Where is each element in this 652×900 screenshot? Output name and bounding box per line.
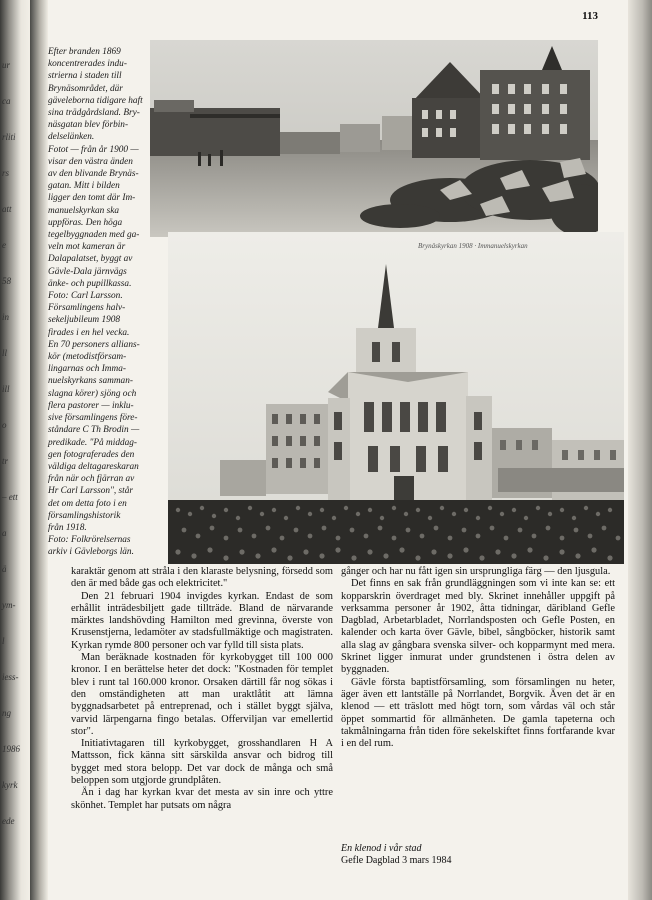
caption-line: firades i en hel vecka. [48,327,130,338]
caption-line: gatan. Mitt i bilden [48,181,120,192]
page-number: 113 [582,10,598,22]
photo-caption [48,46,153,559]
caption-line: flera pastorer — inklu- [48,400,134,411]
caption-line: Dalapalatset, byggt av [48,254,133,265]
caption-line: predikade. "På middag- [48,437,138,448]
caption-line: Brynäsområdet, där [48,83,123,94]
caption-line: väldiga deltagareskaran [48,461,139,472]
caption-line: gen fotograferades den [48,449,135,460]
previous-page-fragment: ll [2,348,8,358]
article-paragraph: Initiativtagaren till kyrkobygget, grosshandlaren H A Mattsson, fick känna sitt särskilda ansvar och bidrog till bygget med stora belopp. Det var dock de många och små beloppen som utgjorde grundplåten. [71,738,333,787]
article-source [341,843,452,867]
caption-line: kör (metodistförsam- [48,352,127,363]
caption-line: koncentrerades indu- [48,59,127,70]
caption-line: En 70 personers allians- [48,339,140,350]
previous-page-fragment: rliti [2,132,16,142]
caption-line: Gävle-Dala järnvägs [48,266,127,277]
photo-church-jubilee-1908 [168,232,624,564]
caption-line: ligger den tomt där Im- [48,193,136,204]
caption-line: uppföras. Den höga [48,217,123,228]
previous-page-fragment: l [2,636,5,646]
previous-page-fragment: ym- [2,600,16,610]
previous-page-fragment: o [2,420,7,430]
previous-page-fragment: tr [2,456,9,466]
caption-line: gäveleborna tidigare haft [48,95,143,106]
article-paragraph: karaktär genom att stråla i den klaraste belysning, försedd som den är med både gas och elektricitet." [71,566,333,590]
source-title: En klenod i vår stad [341,843,422,854]
previous-page-fragment: att [2,204,12,214]
caption-line: sive församlingens före- [48,413,138,424]
caption-line: Församlingens halv- [48,303,126,314]
previous-page-fragment: ur [2,60,11,70]
previous-page-fragment: 1986 [2,744,20,754]
photo-inscription: Brynäskyrkan 1908 · Immanuelskyrkan [418,242,528,250]
caption-line: tegelbyggnaden med ga- [48,230,140,241]
article-paragraph: Gävle första baptistförsamling, som församlingen nu heter, äger även ett lantställe på Norrlandet, Borgvik. Även det är en klenod — ett träslott med högt torn, som vårdas väl och står öppet sommartid för allmänheten. De gamla tapeterna och takmålningarna från tiden före sekelskiftet finns fortfarande kvar i en del rum. [341,676,615,750]
previous-page-fragment: 58 [2,276,11,286]
previous-page-fragment: e [2,240,6,250]
caption-line: det om detta foto i en [48,498,127,509]
book-page [48,0,628,900]
caption-line: arkiv i Gävleborgs län. [48,547,134,558]
caption-line: sina trädgårdsland. Bry- [48,108,140,119]
previous-page-fragment: rs [2,168,10,178]
article-paragraph: Den 21 februari 1904 invigdes kyrkan. Endast de som erhållit inträdesbiljett gade tillträde. Bland de närvarande märktes landshövding Hamilton med grevinna, överste von Krusenstjerna, ledamöter av stadsfullmäktige och magistraten. Kyrkan rymde 800 personer och var fylld till sista plats. [71,590,333,651]
previous-page-fragment: a [2,528,7,538]
caption-line: lingarnas och Imma- [48,364,126,375]
caption-line: delselänken. [48,132,95,143]
caption-line: ståndare C Th Brodin — [48,425,140,436]
caption-line: från 1918. [48,522,87,533]
previous-page-fragment: ca [2,96,11,106]
book-spine-shadow [30,0,48,900]
caption-line: av den blivande Brynäs- [48,169,139,180]
next-page-edge [628,0,652,900]
source-publication: Gefle Dagblad 3 mars 1984 [341,855,452,866]
previous-page-fragment: iess- [2,672,19,682]
caption-line: från när och fjärran av [48,474,135,485]
caption-line: Fotot — från år 1900 — [48,144,139,155]
article-paragraph: Än i dag har kyrkan kvar det mesta av sin inre och yttre skönhet. Templet har putsats om några [71,787,333,811]
caption-line: nuelskyrkans samman- [48,376,133,387]
caption-line: strierna i staden till [48,71,122,82]
caption-line: visar den västra änden [48,156,133,167]
previous-page-fragment: – ett [2,492,18,502]
caption-line: manuelskyrkan ska [48,205,119,216]
previous-page-edge [0,0,30,900]
church-photo-drawing [168,232,624,564]
caption-line: näsgatan blev förbin- [48,120,129,131]
previous-page-fragment: in [2,312,10,322]
street-photo-drawing [150,40,598,237]
article-column-left [71,566,333,812]
photo-brynasgatan-1900 [150,40,598,237]
caption-line: slagna körer) sjöng och [48,388,137,399]
previous-page-text-fragments [0,40,30,900]
article-paragraph: Man beräknade kostnaden för kyrkobygget till 100 000 kronor. I en berättelse heter det dock: "Kostnaden för templet blev i runt tal 160.000 kronor. Orsaken därtill får nog sökas i den omständigheten att man uraktlåtit att lämna byggnadsarbetet på entreprenad, och i stället byggt själva, varvid lärpengarna fingo betalas. Offervilјan var emellertid stor". [71,652,333,737]
caption-line: Hr Carl Larsson", står [48,486,134,497]
previous-page-fragment: ng [2,708,11,718]
caption-line: Foto: Carl Larsson. [48,291,123,302]
previous-page-fragment: kyrk [2,780,18,790]
caption-line: Foto: Folkrörelsernas [48,535,131,546]
caption-line: Efter branden 1869 [48,47,121,57]
previous-page-fragment: ill [2,384,10,394]
article-paragraph: Det finns en sak från grundläggningen som vi inte kan se: ett kopparskrin överdraget med bly. Skrinet innehåller uppgift på verksamma personer år 1902, åtta tidningar, däribland Gefle Dagblad, Arbetarbladet, Norrlandsposten och Gefle Posten, en kalender och karta över Gävle, bibel, sångböcker, historik samt alla slag av gångbara svenska silver- och kopparmynt med mera. Skrinet ligger inmurat under grundstenen i östra delen av byggnaden. [341,578,615,676]
caption-line: sekeljubileum 1908 [48,315,121,326]
article-paragraph: gånger och har nu fått igen sin ursprungliga färg — den ljusgula. [341,566,611,577]
caption-line: veln mot kameran är [48,242,126,253]
previous-page-fragment: ede [2,816,15,826]
previous-page-fragment: ä [2,564,7,574]
article-column-right [341,566,615,750]
caption-line: församlingshistorik [48,510,121,521]
caption-line: änke- och pupillkassa. [48,278,132,289]
